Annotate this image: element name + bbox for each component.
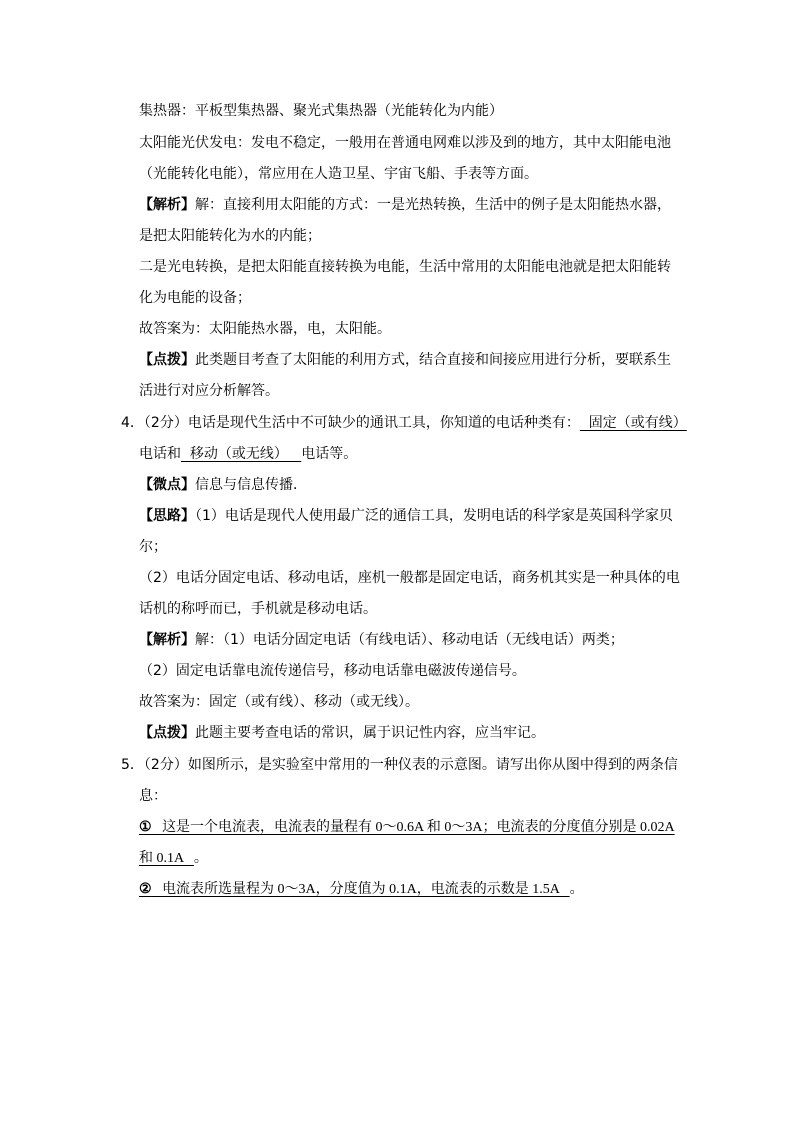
answer-2: ② 电流表所选量程为 0～3A，分度值为 0.1A，电流表的示数是 1.5A 。 — [139, 881, 584, 897]
tip-line: 【点拨】此题主要考查电话的常识，属于识记性内容，应当牢记。 — [139, 725, 545, 741]
answer-1 — [139, 817, 675, 837]
answer-blank: 和 0.1A — [139, 851, 194, 866]
circled-number-2: ② — [139, 882, 152, 897]
text-line: 集热器：平板型集热器、聚光式集热器（光能转化为内能） — [139, 103, 503, 119]
text-line: 化为电能的设备； — [139, 290, 251, 306]
text-line: 是把太阳能转化为水的内能； — [139, 228, 321, 244]
question-number: 5． — [121, 757, 144, 773]
analysis-tag: 【解析】 — [139, 632, 195, 648]
answer-blank: ② 电流表所选量程为 0～3A，分度值为 0.1A，电流表的示数是 1.5A — [139, 882, 570, 897]
text-line: （2）电话分固定电话、移动电话，座机一般都是固定电话，商务机其实是一种具体的电 — [139, 570, 680, 586]
point-line: 【微点】信息与信息传播． — [139, 477, 307, 493]
text-line: （2）固定电话靠电流传递信号，移动电话靠电磁波传递信号。 — [139, 663, 526, 679]
text-line: （光能转化电能），常应用在人造卫星、宇宙飞船、手表等方面。 — [139, 166, 538, 182]
idea-line: 【思路】（1）电话是现代人使用最广泛的通信工具，发明电话的科学家是英国科学家贝 — [139, 508, 673, 524]
text-line: 息： — [139, 788, 167, 804]
answer-blank: ① 这是一个电流表，电流表的量程有 0～0.6A 和 0～3A；电流表的分度值分别是 0.02A — [139, 820, 675, 835]
text-line: 尔； — [139, 539, 167, 555]
tip-line: 【点拨】此类题目考查了太阳能的利用方式，结合直接和间接应用进行分析，要联系生 — [139, 352, 671, 368]
question-4-continued: 电话和 移动（或无线） 电话等。 — [139, 446, 358, 462]
tip-tag: 【点拨】 — [139, 352, 195, 368]
text-line: 话机的称呼而已，手机就是移动电话。 — [139, 601, 377, 617]
text-line: 二是光电转换，是把太阳能直接转换为电能，生活中常用的太阳能电池就是把太阳能转 — [139, 259, 671, 275]
analysis-tag: 【解析】 — [139, 197, 195, 213]
point-tag: 【微点】 — [139, 477, 195, 493]
tip-tag: 【点拨】 — [139, 725, 195, 741]
question-number: 4． — [121, 415, 144, 431]
analysis-line: 【解析】解：直接利用太阳能的方式：一是光热转换，生活中的例子是太阳能热水器， — [139, 197, 671, 213]
answer-line: 故答案为：固定（或有线）、移动（或无线）。 — [139, 694, 419, 710]
answer-blank: 移动（或无线） — [181, 446, 302, 462]
answer-1-continued: 和 0.1A 。 — [139, 850, 208, 866]
question-4: 4．（2分）电话是现代生活中不可缺少的通讯工具，你知道的电话种类有： 固定（或有线） — [121, 415, 687, 431]
idea-tag: 【思路】 — [139, 508, 195, 524]
text-line: 太阳能光伏发电：发电不稳定，一般用在普通电网难以涉及到的地方，其中太阳能电池 — [139, 135, 671, 151]
answer-blank: 固定（或有线） — [579, 415, 687, 431]
answer-line: 故答案为：太阳能热水器，电，太阳能。 — [139, 321, 391, 337]
question-5: 5．（2分）如图所示，是实验室中常用的一种仪表的示意图。请写出你从图中得到的两条信 — [121, 757, 678, 773]
text-line: 活进行对应分析解答。 — [139, 383, 279, 399]
analysis-line: 【解析】解：（1）电话分固定电话（有线电话）、移动电话（无线电话）两类； — [139, 632, 624, 648]
circled-number-1: ① — [139, 820, 152, 835]
